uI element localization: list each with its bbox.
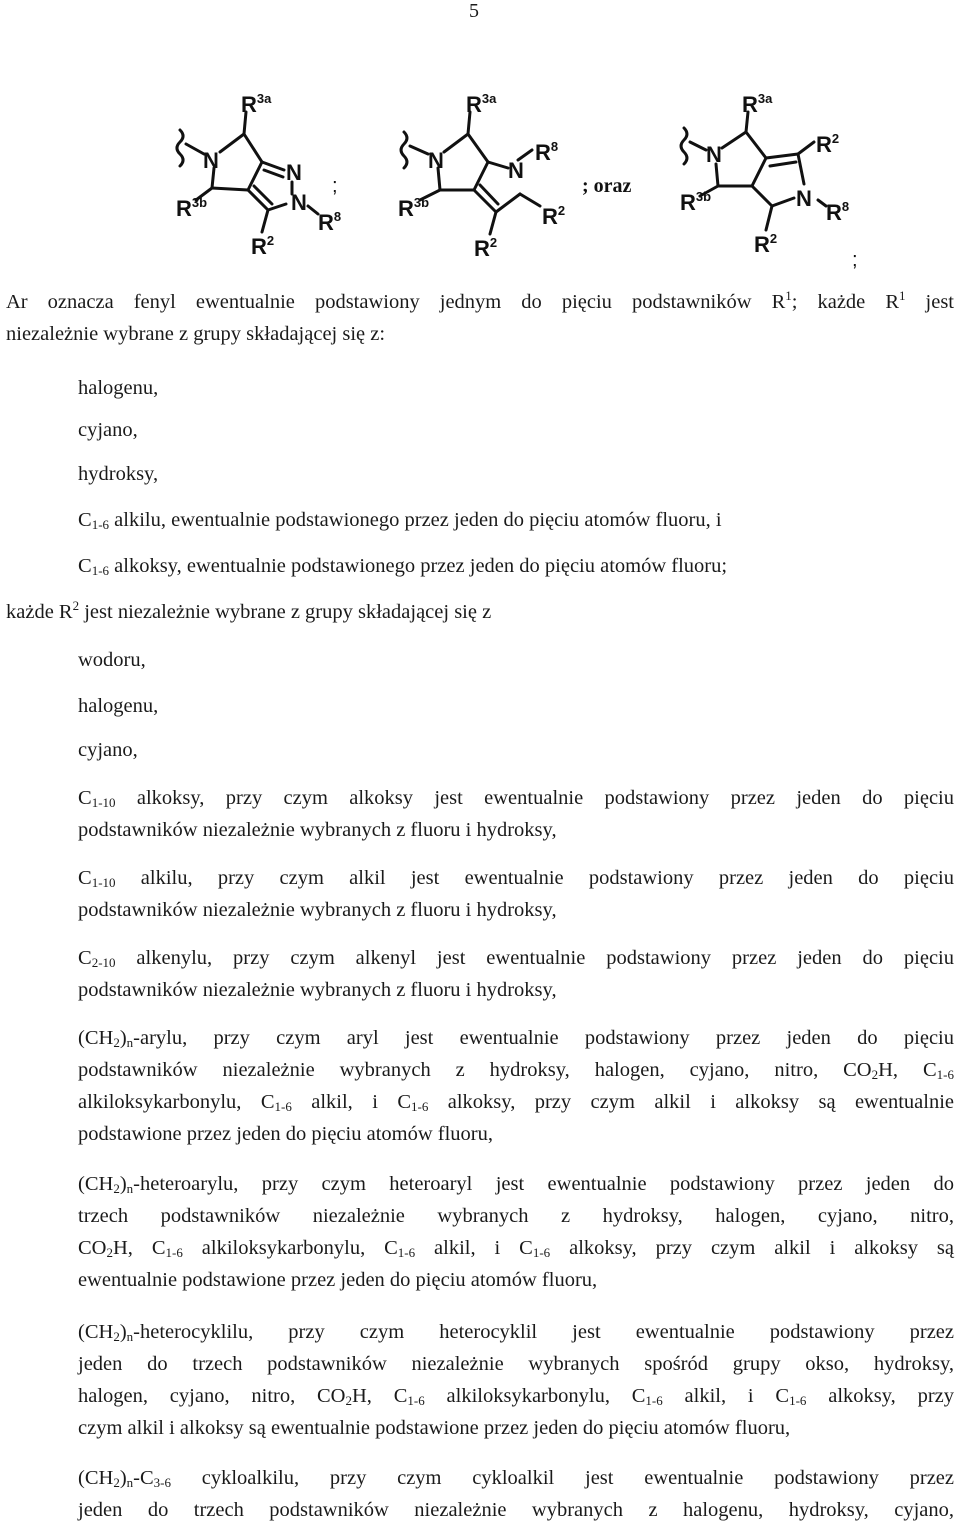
label-n-1c: N (291, 190, 307, 215)
r1-item-cyano: cyjano, (78, 419, 138, 441)
ar-definition-line-1: Ar oznacza fenyl ewentualnie podstawiony jednym do pięciu podstawników $R^1$; każde $R^1$ jest (6, 288, 955, 313)
r1-item-hydroxy: hydroksy, (78, 463, 159, 485)
r2-item-hydrogen: wodoru, (78, 649, 146, 671)
label-r2-2b: $R^2$ (474, 235, 498, 261)
label-r3b-2: $R^{3b}$ (398, 195, 430, 221)
label-n-2a: N (428, 148, 444, 173)
label-r3a-3: $R^{3a}$ (742, 91, 773, 117)
label-r2-2a: $R^2$ (542, 203, 566, 229)
label-r3b-3: $R^{3b}$ (680, 189, 712, 215)
label-n-2b: N (508, 158, 524, 183)
structures-svg (0, 82, 960, 282)
r2-item-heterocyclyl: $(CH_2)_n$-heterocyklilu, przy czym heterocyklil jest ewentualnie podstawiony przez jeden do trzech podstawników niezależnie wybranych spośród grupy okso, hydroksy, halogen, cyjano, nitro, $CO_2H$, $C_{1-6}$ alkiloksykarbonylu, $C_{1-6}$ alkil, i $C_{1-6}$ alkoksy, przy czym alkil i alkoksy są ewentualnie podstawione przez jeden do pięciu atomów fluoru, (78, 1321, 954, 1439)
label-r8-3: $R^8$ (826, 199, 850, 225)
r2-item-heteroaryl: $(CH_2)_n$-heteroarylu, przy czym heteroaryl jest ewentualnie podstawiony przez jeden do trzech podstawników niezależnie wybranych z hydroksy, halogen, cyjano, nitro, $CO_2H$, $C_{1-6}$ alkiloksykarbonylu, $C_{1-6}$ alkil, i $C_{1-6}$ alkoksy, przy czym alkil i alkoksy są ewentualnie podstawione przez jeden do pięciu atomów fluoru, (78, 1173, 954, 1291)
structure-3 (681, 112, 826, 230)
separator-3: ; (852, 249, 858, 271)
r1-item-alkyl: $C_{1-6}$ alkilu, ewentualnie podstawionego przez jeden do pięciu atomów fluoru, i (78, 509, 722, 532)
label-r3a-2: $R^{3a}$ (466, 91, 497, 117)
label-n-1b: N (286, 160, 302, 185)
ar-definition-line-2: niezależnie wybrane z grupy składającej się z: (6, 323, 386, 345)
label-r3b-1: $R^{3b}$ (176, 195, 208, 221)
r1-item-halogen: halogenu, (78, 377, 159, 399)
separator-1: ; (332, 175, 338, 197)
label-r8-1: $R^8$ (318, 209, 342, 235)
label-r3a-1: $R^{3a}$ (241, 91, 272, 117)
r2-item-alkenyl: $C_{2-10}$ alkenylu, przy czym alkenyl jest ewentualnie podstawiony przez jeden do pięciu podstawników niezależnie wybranych z fluoru i hydroksy, (78, 947, 954, 1001)
page-number: 5 (469, 0, 479, 22)
r2-item-alkoxy: $C_{1-10}$ alkoksy, przy czym alkoksy jest ewentualnie podstawiony przez jeden do pięciu podstawników niezależnie wybranych z fluoru i hydroksy, (78, 787, 954, 841)
label-r2-3b: $R^2$ (754, 231, 778, 257)
label-r2-3a: $R^2$ (816, 131, 840, 157)
separator-2: ; oraz (582, 175, 632, 197)
label-n-1a: N (203, 148, 219, 173)
label-r8-2: $R^8$ (535, 139, 559, 165)
r1-item-alkoxy: $C_{1-6}$ alkoksy, ewentualnie podstawionego przez jeden do pięciu atomów fluoru; (78, 555, 728, 578)
label-r2-1: $R^2$ (251, 233, 275, 259)
r2-item-halogen: halogenu, (78, 695, 159, 717)
r2-definition: każde $R^2$ jest niezależnie wybrane z grupy składającej się z (6, 598, 492, 623)
r2-item-cyano: cyjano, (78, 739, 138, 761)
chemical-structures (0, 82, 960, 282)
r2-item-aryl: $(CH_2)_n$-arylu, przy czym aryl jest ewentualnie podstawiony przez jeden do pięciu podstawników niezależnie wybranych z hydroksy, halogen, cyjano, nitro, $CO_2H$, $C_{1-6}$ alkiloksykarbonylu, $C_{1-6}$ alkil, i $C_{1-6}$ alkoksy, przy czym alkil i alkoksy są ewentualnie podstawione przez jeden do pięciu atomów fluoru, (78, 1027, 955, 1145)
label-n-3a: N (706, 142, 722, 167)
r2-item-alkyl: $C_{1-10}$ alkilu, przy czym alkil jest ewentualnie podstawiony przez jeden do pięciu podstawników niezależnie wybranych z fluoru i hydroksy, (78, 867, 954, 921)
r2-item-cycloalkyl: $(CH_2)_n-C_{3-6}$ cykloalkilu, przy czym cykloalkil jest ewentualnie podstawiony przez jeden do trzech podstawników niezależnie wybranych z halogenu, hydroksy, cyjano, (78, 1467, 954, 1521)
label-n-3b: N (796, 186, 812, 211)
